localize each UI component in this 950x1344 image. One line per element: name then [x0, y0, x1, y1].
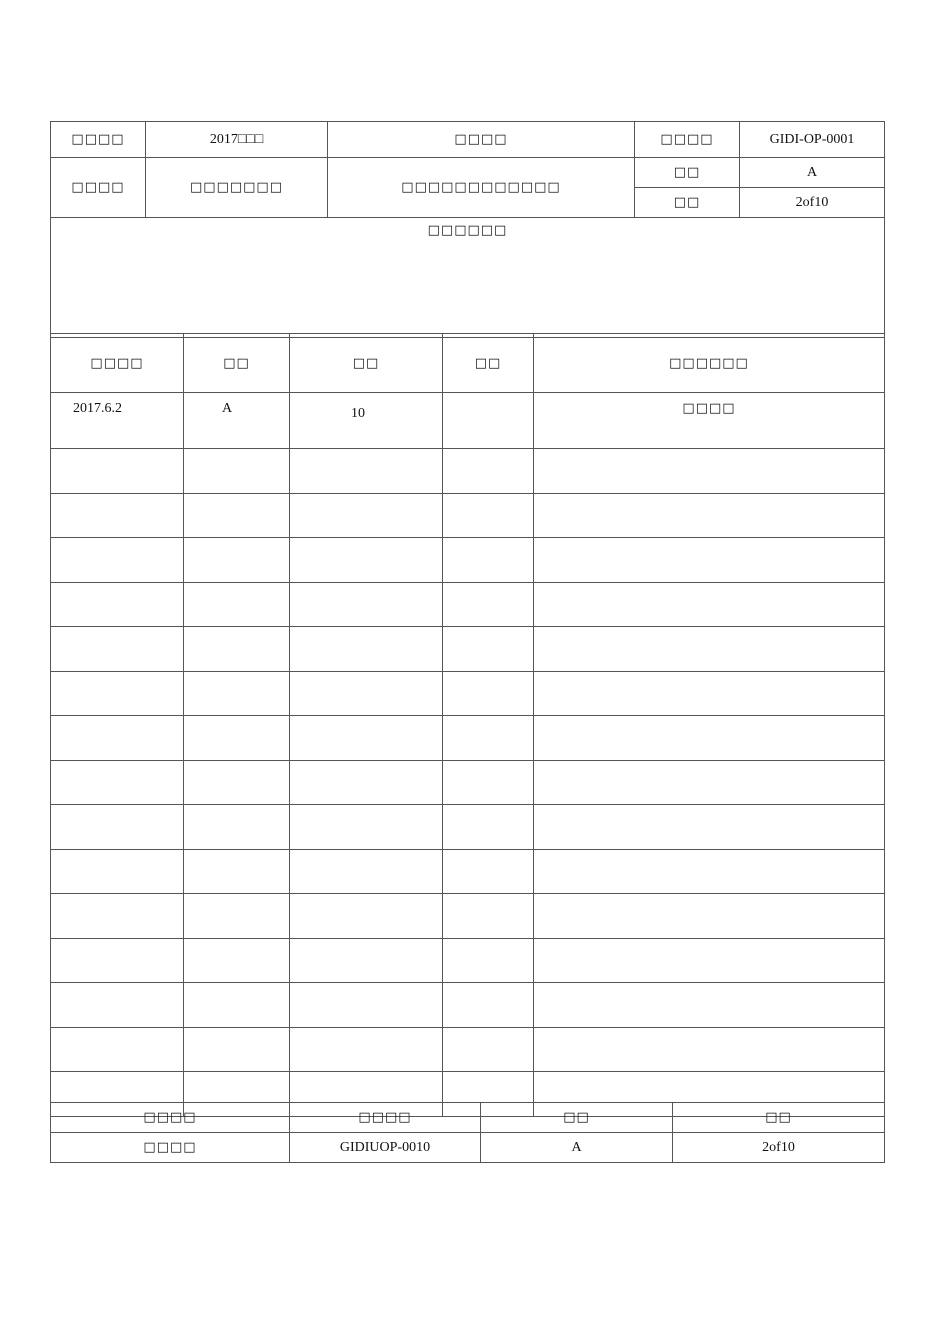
empty-cell	[51, 671, 184, 716]
document-title: □□□□□□□□□□□□	[328, 158, 635, 218]
table-row	[51, 671, 885, 716]
date-label: □□□□	[51, 122, 146, 158]
empty-cell	[534, 582, 885, 627]
empty-cell	[51, 582, 184, 627]
empty-cell	[443, 671, 534, 716]
empty-cell	[443, 983, 534, 1028]
table-row	[51, 894, 885, 939]
page-value: 2of10	[740, 188, 885, 218]
empty-cell	[290, 582, 443, 627]
empty-cell	[534, 627, 885, 672]
empty-cell	[184, 983, 290, 1028]
footer-value-department: □□□□	[51, 1133, 290, 1163]
date-value: 2017□□□	[146, 122, 328, 158]
table-row	[51, 393, 885, 449]
empty-cell	[184, 805, 290, 850]
doc-number-label: □□□□	[635, 122, 740, 158]
empty-cell	[443, 938, 534, 983]
empty-cell	[534, 849, 885, 894]
footer-label-page: □□	[673, 1103, 885, 1133]
empty-cell	[443, 538, 534, 583]
table-row	[51, 716, 885, 761]
empty-cell	[184, 1027, 290, 1072]
table-row	[51, 849, 885, 894]
table-row	[51, 449, 885, 494]
table-row	[51, 1027, 885, 1072]
footer-label-doc-number: □□□□	[290, 1103, 481, 1133]
table-row	[51, 627, 885, 672]
column-header-version: □□	[184, 334, 290, 393]
empty-cell	[51, 493, 184, 538]
document-footer-table	[50, 1102, 885, 1163]
document-header-table	[50, 121, 885, 338]
empty-cell	[534, 938, 885, 983]
empty-cell	[534, 1027, 885, 1072]
empty-cell	[290, 449, 443, 494]
footer-label-version: □□	[481, 1103, 673, 1133]
empty-cell	[290, 716, 443, 761]
revision-version: A	[184, 393, 290, 449]
empty-cell	[290, 849, 443, 894]
empty-cell	[443, 493, 534, 538]
empty-cell	[184, 493, 290, 538]
empty-cell	[290, 938, 443, 983]
empty-cell	[184, 938, 290, 983]
empty-cell	[51, 449, 184, 494]
column-header-date: □□□□	[51, 334, 184, 393]
empty-cell	[534, 449, 885, 494]
empty-cell	[290, 538, 443, 583]
empty-cell	[534, 894, 885, 939]
department-label: □□□□	[51, 158, 146, 218]
empty-cell	[51, 894, 184, 939]
empty-cell	[184, 849, 290, 894]
footer-value-version: A	[481, 1133, 673, 1163]
column-header-pages: □□	[290, 334, 443, 393]
version-label: □□	[635, 158, 740, 188]
table-row	[51, 493, 885, 538]
title-label: □□□□	[328, 122, 635, 158]
empty-cell	[443, 627, 534, 672]
empty-cell	[51, 760, 184, 805]
empty-cell	[51, 1027, 184, 1072]
empty-cell	[51, 627, 184, 672]
empty-cell	[534, 538, 885, 583]
empty-cell	[290, 894, 443, 939]
empty-cell	[534, 805, 885, 850]
empty-cell	[51, 849, 184, 894]
page-label: □□	[635, 188, 740, 218]
empty-cell	[184, 449, 290, 494]
empty-cell	[184, 582, 290, 627]
table-row	[51, 983, 885, 1028]
empty-cell	[290, 1027, 443, 1072]
empty-cell	[443, 894, 534, 939]
table-row	[51, 805, 885, 850]
empty-cell	[51, 716, 184, 761]
table-row	[51, 582, 885, 627]
empty-cell	[290, 760, 443, 805]
empty-cell	[51, 983, 184, 1028]
empty-cell	[443, 1027, 534, 1072]
revision-log-table	[50, 333, 885, 1117]
footer-value-row	[51, 1133, 885, 1163]
revision-extra	[443, 393, 534, 449]
empty-cell	[51, 805, 184, 850]
empty-cell	[184, 894, 290, 939]
empty-cell	[51, 538, 184, 583]
empty-cell	[443, 760, 534, 805]
revision-history-banner: □□□□□□	[51, 218, 885, 338]
version-value: A	[740, 158, 885, 188]
empty-cell	[443, 805, 534, 850]
revision-pages: 10	[290, 393, 443, 449]
empty-cell	[184, 716, 290, 761]
revision-date: 2017.6.2	[51, 393, 184, 449]
table-row	[51, 760, 885, 805]
empty-cell	[290, 805, 443, 850]
empty-cell	[534, 983, 885, 1028]
empty-cell	[51, 938, 184, 983]
footer-value-doc-number: GIDIUOP-0010	[290, 1133, 481, 1163]
empty-cell	[534, 493, 885, 538]
empty-cell	[443, 449, 534, 494]
column-header-extra: □□	[443, 334, 534, 393]
empty-cell	[534, 716, 885, 761]
doc-number-value: GIDI-OP-0001	[740, 122, 885, 158]
footer-label-row	[51, 1103, 885, 1133]
revision-description: □□□□	[534, 393, 885, 449]
empty-cell	[184, 671, 290, 716]
empty-cell	[184, 760, 290, 805]
empty-cell	[290, 493, 443, 538]
revision-log-header-row	[51, 334, 885, 393]
empty-cell	[443, 849, 534, 894]
empty-cell	[290, 671, 443, 716]
table-row	[51, 538, 885, 583]
empty-cell	[184, 538, 290, 583]
empty-cell	[290, 983, 443, 1028]
department-value: □□□□□□□	[146, 158, 328, 218]
footer-label-department: □□□□	[51, 1103, 290, 1133]
empty-cell	[184, 627, 290, 672]
empty-cell	[534, 760, 885, 805]
empty-cell	[443, 582, 534, 627]
empty-cell	[290, 627, 443, 672]
empty-cell	[443, 716, 534, 761]
column-header-description: □□□□□□	[534, 334, 885, 393]
table-row	[51, 938, 885, 983]
empty-cell	[534, 671, 885, 716]
footer-value-page: 2of10	[673, 1133, 885, 1163]
